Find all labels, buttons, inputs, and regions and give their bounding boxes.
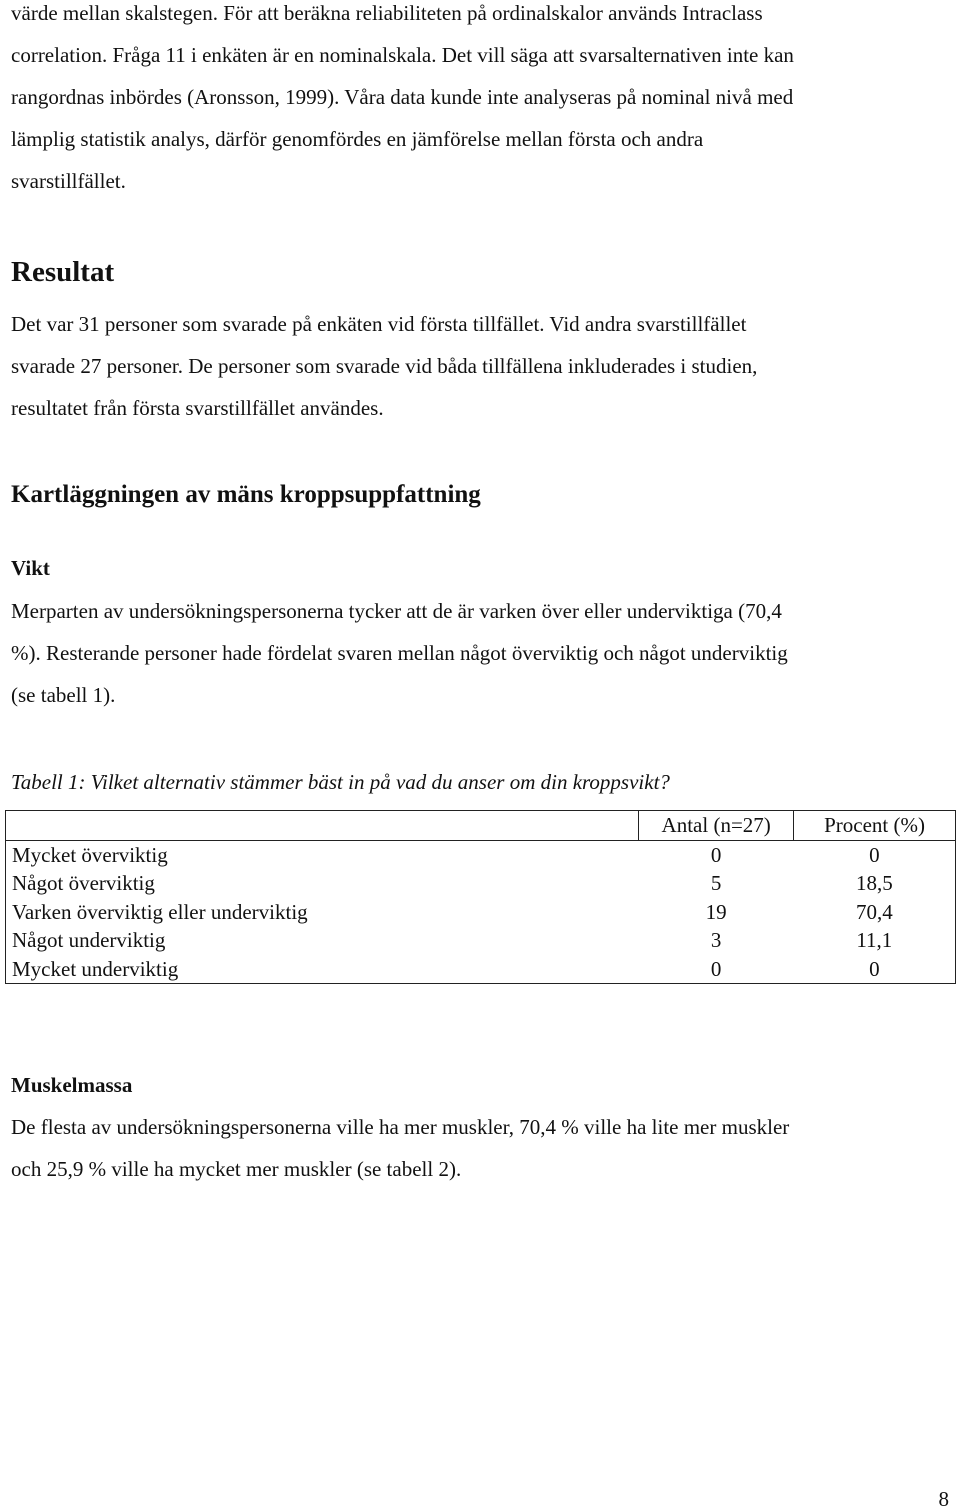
intro-line: lämplig statistik analys, därför genomfördes en jämförelse mellan första och andra [11,127,704,151]
intro-line: svarstillfället. [11,169,126,193]
table-row [6,840,956,869]
table-cell-count: 3 [710,928,722,953]
intro-line: correlation. Fråga 11 i enkäten är en nominalskala. Det vill säga att svarsalternativen inte kan [11,43,794,67]
table-cell-label: Något underviktig [12,928,166,953]
intro-paragraph [11,0,794,202]
table-cell-count: 5 [710,871,722,896]
table-cell-label: Mycket underviktig [12,956,179,981]
resultat-line: resultatet från första svarstillfället användes. [11,396,384,420]
muskelmassa-paragraph [11,1106,789,1190]
resultat-line: svarade 27 personer. De personer som svarade vid båda tillfällena inkluderades i studien, [11,354,758,378]
table-cell-count: 0 [710,842,722,867]
muskelmassa-line: De flesta av undersökningspersonerna ville ha mer muskler, 70,4 % ville ha lite mer muskler [11,1115,790,1139]
muskelmassa-heading: Muskelmassa [11,1073,133,1097]
table-cell-percent: 11,1 [856,928,893,953]
table-row [6,898,956,927]
table-row [6,955,956,984]
weight-table [5,810,956,984]
table-header-percent: Procent (%) [794,811,956,841]
muskelmassa-line: och 25,9 % ville ha mycket mer muskler (se tabell 2). [11,1157,462,1181]
table-header-count: Antal (n=27) [639,811,794,841]
resultat-paragraph [11,303,757,429]
table-cell-label: Mycket överviktig [12,842,168,867]
table-cell-label: Något överviktig [12,871,155,896]
resultat-line: Det var 31 personer som svarade på enkäten vid första tillfället. Vid andra svarstillfället [11,312,747,336]
page-number: 8 [938,1487,949,1511]
table-header-row [6,811,956,841]
table-caption: Tabell 1: Vilket alternativ stämmer bäst in på vad du anser om din kroppsvikt? [11,770,670,794]
table-cell-percent: 0 [869,842,880,867]
table-cell-percent: 70,4 [855,899,893,924]
table-cell-percent: 0 [869,956,880,981]
table-row [6,926,956,955]
table-header-blank [6,811,639,841]
table-cell-count: 0 [710,956,722,981]
vikt-line: Merparten av undersökningspersonerna tycker att de är varken över eller underviktiga (70,4 [11,599,782,623]
table-cell-label: Varken överviktig eller underviktig [12,899,308,924]
vikt-heading: Vikt [11,556,50,580]
vikt-line: (se tabell 1). [11,683,116,707]
intro-line: rangordnas inbördes (Aronsson, 1999). Våra data kunde inte analyseras på nominal nivå med [11,85,794,109]
vikt-paragraph [11,590,788,716]
table-cell-percent: 18,5 [855,871,893,896]
section-heading: Kartläggningen av mäns kroppsuppfattning [11,481,481,508]
resultat-heading: Resultat [11,256,115,288]
vikt-line: %). Resterande personer hade fördelat svaren mellan något överviktig och något underviktig [11,641,788,665]
intro-line: värde mellan skalstegen. För att beräkna reliabiliteten på ordinalskalor används Intraclass [11,1,763,25]
table-cell-count: 19 [705,899,727,924]
table-row [6,869,956,898]
